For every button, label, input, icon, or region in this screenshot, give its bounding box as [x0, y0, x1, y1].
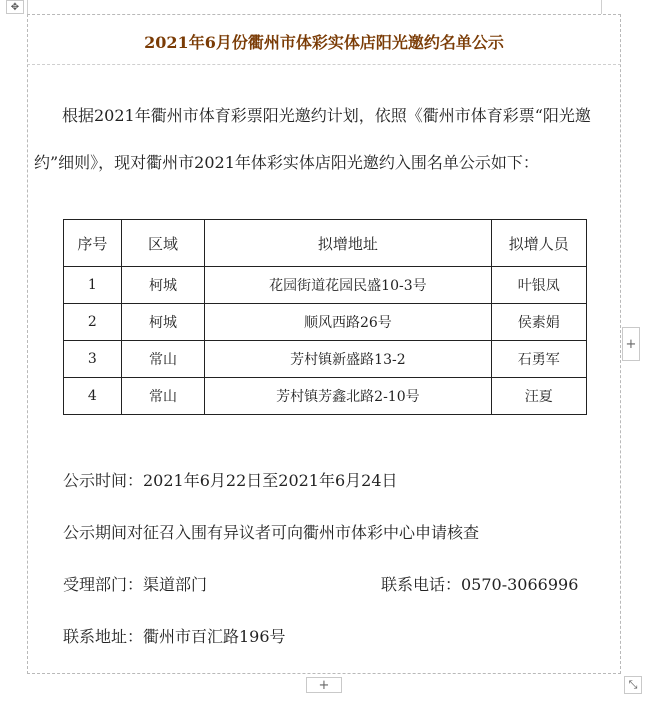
table-row [64, 267, 587, 304]
table-row [64, 341, 587, 378]
cell-region: 柯城 [121, 304, 205, 341]
plus-icon[interactable]: + [622, 327, 640, 361]
title-divider [27, 64, 621, 65]
resize-diagonal-icon[interactable]: ⤡ [624, 676, 642, 694]
department: 受理部门：渠道部门 [63, 575, 208, 594]
objection-note: 公示期间对征召入围有异议者可向衢州市体彩中心申请核查 [63, 523, 480, 542]
cell-region: 常山 [121, 341, 205, 378]
cell-person: 侯素娟 [491, 304, 586, 341]
cell-region: 柯城 [121, 267, 205, 304]
page-title: 2021年6月份衢州市体彩实体店阳光邀约名单公示 [144, 33, 504, 52]
contact-phone: 联系电话：0570-3066996 [381, 575, 579, 594]
cell-person: 石勇军 [491, 341, 586, 378]
plus-icon[interactable]: + [306, 677, 342, 693]
winner-table [63, 219, 587, 415]
table-row [64, 304, 587, 341]
cell-index: 3 [64, 341, 122, 378]
table-row [64, 378, 587, 415]
cell-index: 1 [64, 267, 122, 304]
header-index: 序号 [64, 220, 122, 267]
cell-address: 芳村镇芳鑫北路2-10号 [205, 378, 491, 415]
cell-address: 花园街道花园民盛10-3号 [205, 267, 491, 304]
cell-address: 顺风西路26号 [205, 304, 491, 341]
cell-person: 叶银凤 [491, 267, 586, 304]
header-person: 拟增人员 [491, 220, 586, 267]
cell-person: 汪夏 [491, 378, 586, 415]
header-address: 拟增地址 [205, 220, 491, 267]
page-top-margin [27, 0, 602, 14]
intro-paragraph: 根据2021年衢州市体育彩票阳光邀约计划，依照《衢州市体育彩票“阳光邀约”细则》，现对衢州市2021年体彩实体店阳光邀约入围名单公示如下： [34, 106, 591, 172]
table-header-row [64, 220, 587, 267]
cell-index: 4 [64, 378, 122, 415]
cell-address: 芳村镇新盛路13-2 [205, 341, 491, 378]
cell-index: 2 [64, 304, 122, 341]
contact-address: 联系地址：衢州市百汇路196号 [63, 627, 286, 646]
cell-region: 常山 [121, 378, 205, 415]
header-region: 区域 [121, 220, 205, 267]
move-arrows-icon[interactable]: ✥ [6, 0, 24, 14]
notice-period: 公示时间：2021年6月22日至2021年6月24日 [63, 471, 398, 490]
